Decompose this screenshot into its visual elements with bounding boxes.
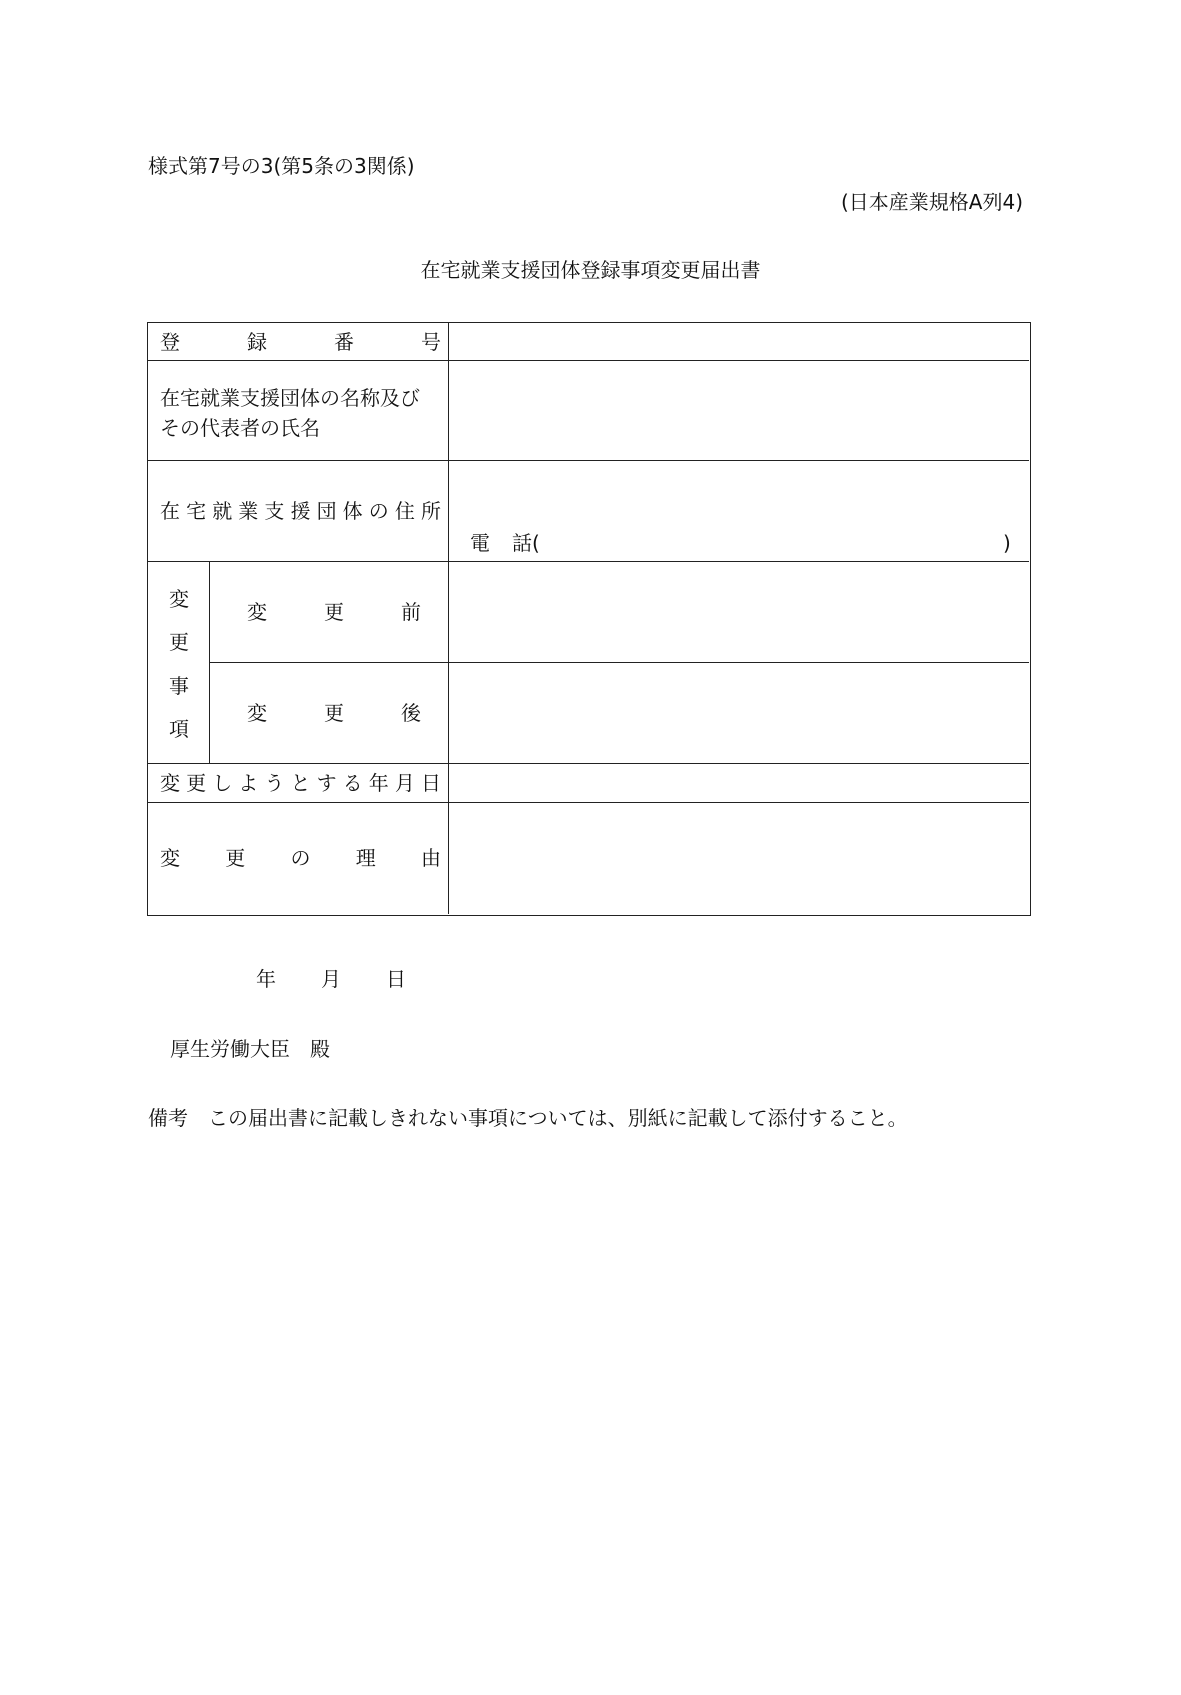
- org-name-field[interactable]: [449, 361, 1029, 460]
- after-change-field[interactable]: [449, 663, 1029, 763]
- reason-label: 変 更 の 理 由: [160, 846, 441, 870]
- addressee: 厚生労働大臣 殿: [170, 1037, 330, 1061]
- month-unit: 月: [321, 967, 341, 991]
- remarks: 備考 この届出書に記載しきれない事項については、別紙に記載して添付すること。: [148, 1106, 908, 1130]
- paper-size-note: (日本産業規格A列4): [840, 190, 1023, 214]
- before-change-field[interactable]: [449, 562, 1029, 662]
- phone-close-paren: ): [1003, 531, 1011, 555]
- planned-date-label: 変 更 し よ う と す る 年 月 日: [160, 771, 441, 795]
- phone-label: 電 話(: [470, 531, 540, 555]
- registration-number-field[interactable]: [449, 323, 1029, 360]
- notification-form-table: [147, 322, 1031, 916]
- address-label: 在 宅 就 業 支 援 団 体 の 住 所: [160, 499, 441, 523]
- planned-date-field[interactable]: [449, 764, 1029, 802]
- registration-number-label: 登 録 番 号: [160, 330, 441, 354]
- form-number: 様式第7号の3(第5条の3関係): [148, 154, 415, 178]
- year-unit: 年: [256, 967, 276, 991]
- before-change-label: 変 更 前: [247, 600, 421, 624]
- change-items-label: 変 更 事 項: [169, 587, 189, 741]
- reason-field[interactable]: [449, 803, 1029, 914]
- after-change-label: 変 更 後: [247, 701, 421, 725]
- column-divider: [209, 561, 210, 763]
- day-unit: 日: [386, 967, 406, 991]
- submission-date: [256, 967, 406, 991]
- document-title: 在宅就業支援団体登録事項変更届出書: [420, 258, 761, 282]
- org-name-label: 在宅就業支援団体の名称及び その代表者の氏名: [160, 386, 420, 440]
